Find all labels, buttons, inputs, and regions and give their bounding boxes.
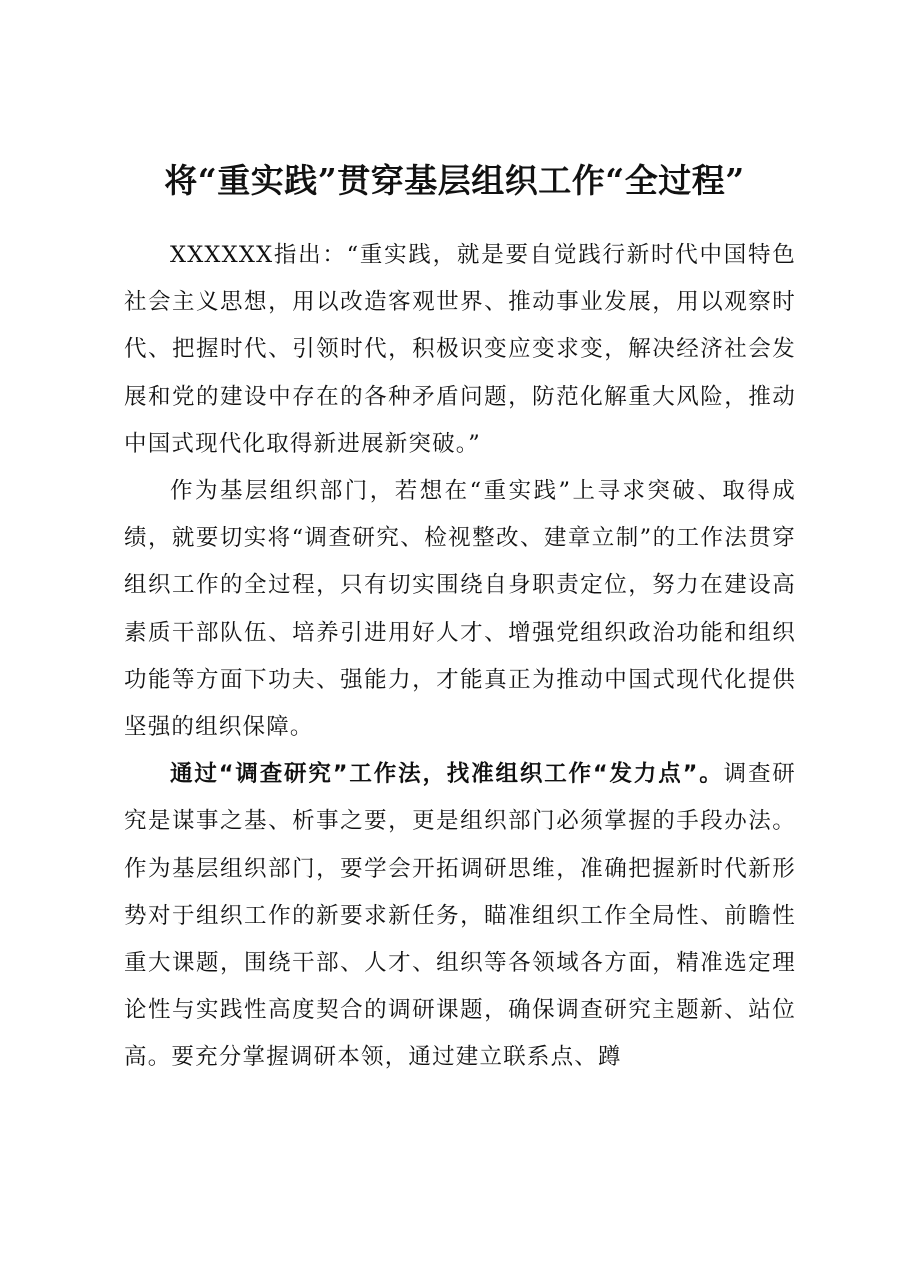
document-body xyxy=(124,232,796,1082)
paragraph-3 xyxy=(124,751,796,1081)
paragraph-1-text: XXXXXX指出：“重实践，就是要自觉践行新时代中国特色社会主义思想，用以改造客观世界、推动事业发展，用以观察时代、把握时代、引领时代，积极识变应变求变，解决经济社会发展和党的建设中存在的各种矛盾问题，防范化解重大风险，推动中国式现代化取得新进展新突破。” xyxy=(124,242,796,457)
paragraph-2-text: 作为基层组织部门，若想在“重实践”上寻求突破、取得成绩，就要切实将“调查研究、检视整改、建章立制”的工作法贯穿组织工作的全过程，只有切实围绕自身职责定位，努力在建设高素质干部队伍、培养引进用好人才、增强党组织政治功能和组织功能等方面下功夫、强能力，才能真正为推动中国式现代化提供坚强的组织保障。 xyxy=(124,478,796,741)
paragraph-3-text: 调查研究是谋事之基、析事之要，更是组织部门必须掌握的手段办法。作为基层组织部门，要学会开拓调研思维，准确把握新时代新形势对于组织工作的新要求新任务，瞄准组织工作全局性、前瞻性重大课题，围绕干部、人才、组织等各领域各方面，精准选定理论性与实践性高度契合的调研课题，确保调查研究主题新、站位高。要充分掌握调研本领，通过建立联系点、蹲 xyxy=(124,761,796,1071)
document-title: 将“重实践”贯穿基层组织工作“全过程” xyxy=(164,161,745,200)
paragraph-2 xyxy=(124,468,796,751)
paragraph-3-lead: 通过“调查研究”工作法，找准组织工作“发力点”。 xyxy=(170,761,724,788)
paragraph-1 xyxy=(124,232,796,468)
